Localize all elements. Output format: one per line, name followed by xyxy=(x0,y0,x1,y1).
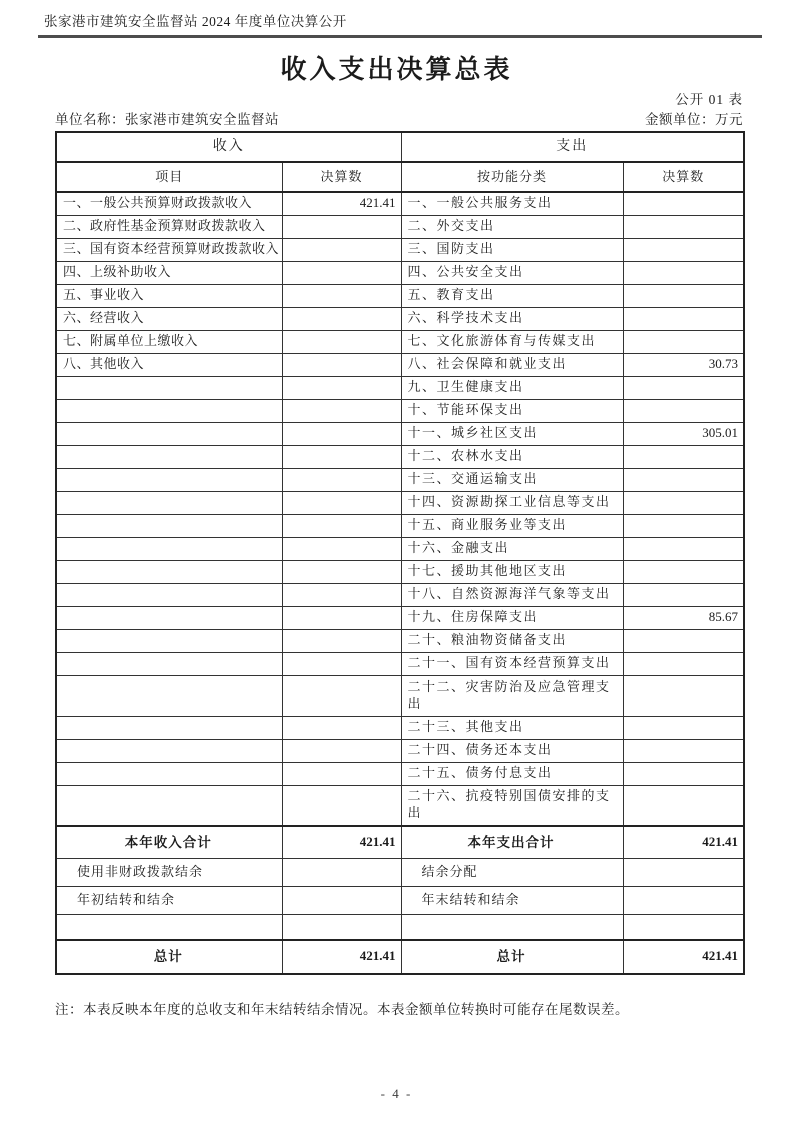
column-header-row xyxy=(56,162,744,192)
income-section-header: 收入 xyxy=(56,132,401,162)
income-item-value xyxy=(282,307,401,330)
income-item-label: 使用非财政拨款结余 xyxy=(56,859,282,887)
table-row xyxy=(56,215,744,238)
table-row xyxy=(56,307,744,330)
income-item-label: 七、附属单位上缴收入 xyxy=(56,330,282,353)
expense-item-label: 十一、城乡社区支出 xyxy=(401,422,623,445)
table-row xyxy=(56,762,744,785)
expense-item-label: 二十六、抗疫特别国债安排的支出 xyxy=(401,785,623,826)
expense-item-value xyxy=(623,399,744,422)
annual-total-row xyxy=(56,826,744,859)
income-item-label: 五、事业收入 xyxy=(56,284,282,307)
expense-item-value xyxy=(623,261,744,284)
income-item-value xyxy=(282,399,401,422)
income-item-label xyxy=(56,785,282,826)
column-header-item: 项目 xyxy=(56,162,282,192)
expense-item-value xyxy=(623,652,744,675)
income-item-value xyxy=(282,330,401,353)
table-row xyxy=(56,399,744,422)
income-item-value xyxy=(282,606,401,629)
income-item-value xyxy=(282,560,401,583)
expense-item-value xyxy=(623,583,744,606)
expense-item-value xyxy=(623,238,744,261)
expense-item-value xyxy=(623,887,744,915)
income-item-value xyxy=(282,468,401,491)
income-item-value xyxy=(282,514,401,537)
table-row xyxy=(56,514,744,537)
expense-item-value xyxy=(623,491,744,514)
expense-item-value xyxy=(623,629,744,652)
expense-item-label: 二十二、灾害防治及应急管理支出 xyxy=(401,675,623,716)
table-row xyxy=(56,468,744,491)
income-item-label: 三、国有资本经营预算财政拨款收入 xyxy=(56,238,282,261)
expense-section-header: 支出 xyxy=(401,132,744,162)
income-item-value xyxy=(282,238,401,261)
table-meta-row xyxy=(55,108,743,128)
income-expense-table xyxy=(55,131,745,975)
expense-item-value xyxy=(623,859,744,887)
income-item-label xyxy=(56,762,282,785)
income-item-label xyxy=(56,675,282,716)
column-header-final-amount: 决算数 xyxy=(282,162,401,192)
table-note: 注：本表反映本年度的总收支和年末结转结余情况。本表金额单位转换时可能存在尾数误差。 xyxy=(55,1002,629,1017)
income-item-label xyxy=(56,606,282,629)
expense-item-value xyxy=(623,284,744,307)
page-number: - 4 - xyxy=(380,1086,413,1101)
expense-item-value xyxy=(623,307,744,330)
income-item-value xyxy=(282,675,401,716)
expense-item-value xyxy=(623,675,744,716)
column-header-function-class: 按功能分类 xyxy=(401,162,623,192)
expense-item-value xyxy=(623,762,744,785)
expense-item-label: 一、一般公共服务支出 xyxy=(401,192,623,215)
income-item-label xyxy=(56,652,282,675)
table-row xyxy=(56,887,744,915)
income-item-value xyxy=(282,215,401,238)
expense-item-value xyxy=(623,514,744,537)
table-row xyxy=(56,376,744,399)
table-row xyxy=(56,192,744,215)
income-item-value xyxy=(282,716,401,739)
income-item-value xyxy=(282,629,401,652)
income-item-value xyxy=(282,353,401,376)
income-item-label xyxy=(56,537,282,560)
expense-item-value xyxy=(623,468,744,491)
annual-income-total-label: 本年收入合计 xyxy=(56,826,282,859)
expense-item-label: 结余分配 xyxy=(401,859,623,887)
income-item-label: 一、一般公共预算财政拨款收入 xyxy=(56,192,282,215)
income-item-value xyxy=(282,537,401,560)
annual-income-total-value: 421.41 xyxy=(282,826,401,859)
income-item-label: 年初结转和结余 xyxy=(56,887,282,915)
expense-item-value xyxy=(623,739,744,762)
income-item-label: 八、其他收入 xyxy=(56,353,282,376)
expense-item-label: 二、外交支出 xyxy=(401,215,623,238)
amount-unit: 金额单位：万元 xyxy=(645,112,743,127)
expense-item-value xyxy=(623,915,744,940)
expense-item-label: 五、教育支出 xyxy=(401,284,623,307)
income-item-label: 四、上级补助收入 xyxy=(56,261,282,284)
document-header-text: 张家港市建筑安全监督站 2024 年度单位决算公开 xyxy=(44,14,347,29)
table-row xyxy=(56,675,744,716)
expense-item-label xyxy=(401,915,623,940)
income-item-label xyxy=(56,583,282,606)
income-item-label xyxy=(56,376,282,399)
expense-item-value: 85.67 xyxy=(623,606,744,629)
table-row xyxy=(56,716,744,739)
table-row xyxy=(56,739,744,762)
expense-item-label: 十七、援助其他地区支出 xyxy=(401,560,623,583)
income-item-label xyxy=(56,445,282,468)
income-item-value xyxy=(282,491,401,514)
expense-item-value xyxy=(623,537,744,560)
income-item-label: 六、经营收入 xyxy=(56,307,282,330)
table-row xyxy=(56,238,744,261)
expense-item-label: 十六、金融支出 xyxy=(401,537,623,560)
income-item-value xyxy=(282,652,401,675)
section-header-row xyxy=(56,132,744,162)
income-item-label xyxy=(56,491,282,514)
income-item-label xyxy=(56,560,282,583)
income-item-label xyxy=(56,399,282,422)
table-row xyxy=(56,353,744,376)
income-item-value xyxy=(282,785,401,826)
income-item-value xyxy=(282,739,401,762)
table-row xyxy=(56,491,744,514)
income-item-label xyxy=(56,468,282,491)
income-item-value xyxy=(282,445,401,468)
expense-item-label: 九、卫生健康支出 xyxy=(401,376,623,399)
expense-item-label: 二十三、其他支出 xyxy=(401,716,623,739)
grand-total-expense-value: 421.41 xyxy=(623,940,744,974)
table-row xyxy=(56,284,744,307)
income-item-value xyxy=(282,859,401,887)
expense-item-label: 十三、交通运输支出 xyxy=(401,468,623,491)
table-row xyxy=(56,537,744,560)
expense-item-label: 二十一、国有资本经营预算支出 xyxy=(401,652,623,675)
table-row xyxy=(56,785,744,826)
income-item-value xyxy=(282,887,401,915)
income-item-value xyxy=(282,583,401,606)
income-item-value xyxy=(282,915,401,940)
table-row xyxy=(56,445,744,468)
table-row xyxy=(56,606,744,629)
income-item-label xyxy=(56,514,282,537)
expense-item-label: 十九、住房保障支出 xyxy=(401,606,623,629)
expense-item-value xyxy=(623,215,744,238)
table-row xyxy=(56,330,744,353)
income-item-label xyxy=(56,739,282,762)
table-row xyxy=(56,915,744,940)
expense-item-label: 十五、商业服务业等支出 xyxy=(401,514,623,537)
table-row xyxy=(56,560,744,583)
expense-item-value xyxy=(623,330,744,353)
table-row xyxy=(56,859,744,887)
table-code: 公开 01 表 xyxy=(675,92,743,107)
expense-item-label: 十、节能环保支出 xyxy=(401,399,623,422)
income-item-label xyxy=(56,716,282,739)
expense-item-label: 年末结转和结余 xyxy=(401,887,623,915)
income-item-label xyxy=(56,915,282,940)
unit-name: 单位名称：张家港市建筑安全监督站 xyxy=(55,112,279,127)
expense-item-value xyxy=(623,785,744,826)
table-row xyxy=(56,583,744,606)
expense-item-label: 二十四、债务还本支出 xyxy=(401,739,623,762)
expense-item-value xyxy=(623,560,744,583)
expense-item-value xyxy=(623,192,744,215)
expense-item-label: 二十、粮油物资储备支出 xyxy=(401,629,623,652)
expense-item-label: 十四、资源勘探工业信息等支出 xyxy=(401,491,623,514)
expense-item-value xyxy=(623,376,744,399)
annual-expense-total-label: 本年支出合计 xyxy=(401,826,623,859)
table-row xyxy=(56,261,744,284)
grand-total-row xyxy=(56,940,744,974)
expense-item-label: 八、社会保障和就业支出 xyxy=(401,353,623,376)
expense-item-label: 十二、农林水支出 xyxy=(401,445,623,468)
income-item-label: 二、政府性基金预算财政拨款收入 xyxy=(56,215,282,238)
table-row xyxy=(56,652,744,675)
column-header-final-amount: 决算数 xyxy=(623,162,744,192)
expense-item-label: 三、国防支出 xyxy=(401,238,623,261)
income-item-label xyxy=(56,422,282,445)
expense-item-label: 四、公共安全支出 xyxy=(401,261,623,284)
expense-item-value: 305.01 xyxy=(623,422,744,445)
income-item-value xyxy=(282,422,401,445)
income-item-value xyxy=(282,376,401,399)
grand-total-income-value: 421.41 xyxy=(282,940,401,974)
income-item-value xyxy=(282,284,401,307)
page-title: 收入支出决算总表 xyxy=(280,55,513,84)
table-row xyxy=(56,629,744,652)
income-item-value: 421.41 xyxy=(282,192,401,215)
grand-total-income-label: 总计 xyxy=(56,940,282,974)
document-header xyxy=(38,10,762,38)
expense-item-label: 七、文化旅游体育与传媒支出 xyxy=(401,330,623,353)
income-item-value xyxy=(282,762,401,785)
income-item-label xyxy=(56,629,282,652)
grand-total-expense-label: 总计 xyxy=(401,940,623,974)
expense-item-value: 30.73 xyxy=(623,353,744,376)
expense-item-label: 六、科学技术支出 xyxy=(401,307,623,330)
expense-item-value xyxy=(623,445,744,468)
table-row xyxy=(56,422,744,445)
expense-item-label: 二十五、债务付息支出 xyxy=(401,762,623,785)
expense-item-label: 十八、自然资源海洋气象等支出 xyxy=(401,583,623,606)
income-item-value xyxy=(282,261,401,284)
annual-expense-total-value: 421.41 xyxy=(623,826,744,859)
expense-item-value xyxy=(623,716,744,739)
